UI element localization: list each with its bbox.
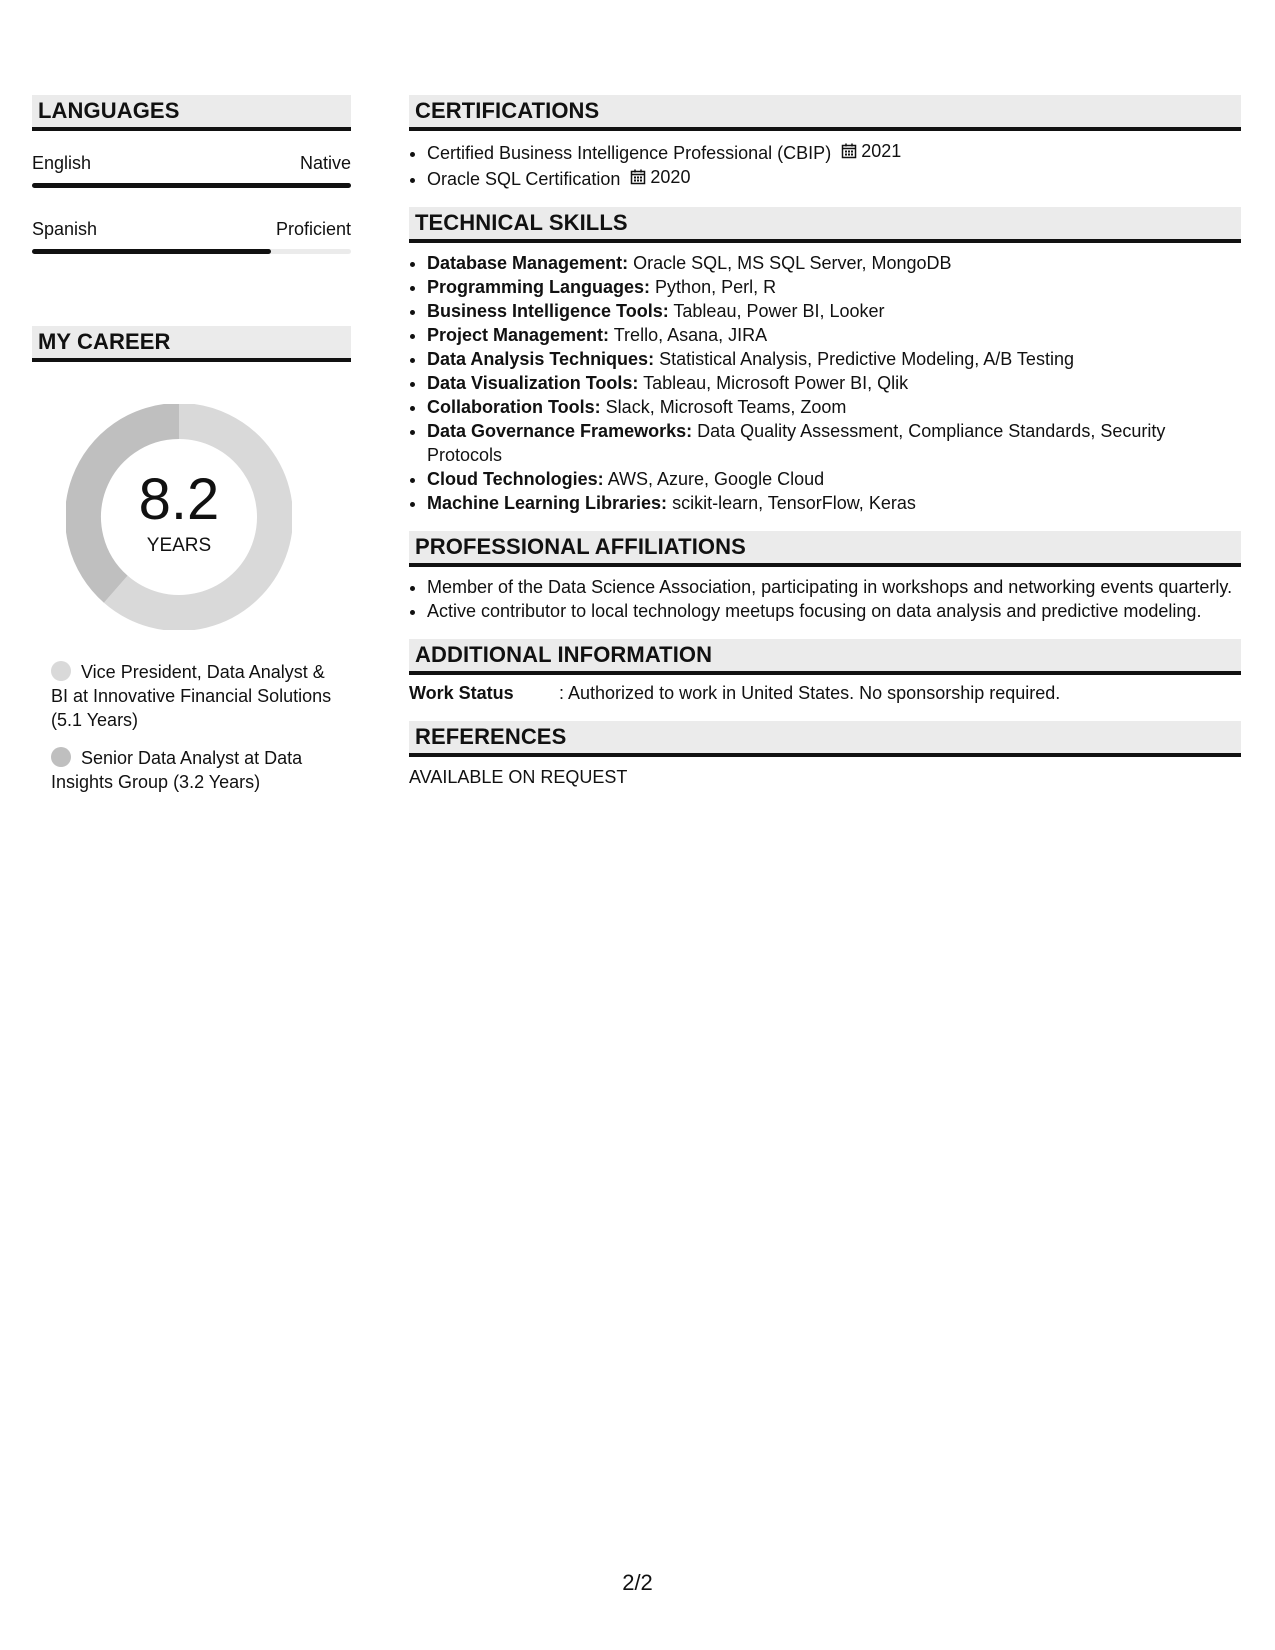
affiliations-list [409, 575, 1241, 623]
skill-value: Data Quality Assessment, Compliance Standards, Security Protocols [427, 421, 1166, 465]
skill-label: Data Governance Frameworks: [427, 421, 693, 441]
skill-label: Data Analysis Techniques: [427, 349, 655, 369]
language-level: Native [299, 153, 351, 173]
affiliations-header: PROFESSIONAL AFFILIATIONS [409, 531, 1241, 567]
language-name: Spanish [32, 219, 98, 239]
language-item-english [32, 153, 351, 188]
skill-value: Trello, Asana, JIRA [613, 325, 768, 345]
references-text: AVAILABLE ON REQUEST [409, 767, 628, 787]
references-header: REFERENCES [409, 721, 1241, 757]
certifications-header: CERTIFICATIONS [409, 95, 1241, 131]
career-legend-label: Senior Data Analyst at Data Insights Group (3.2 Years) [51, 748, 303, 792]
career-legend-item [51, 660, 343, 732]
work-status-value: : Authorized to work in United States. No sponsorship required. [559, 683, 1061, 703]
affiliation-item: • Active contributor to local technology meetups focusing on data analysis and predictive modeling. [427, 599, 1241, 623]
career-total-value: 8.2 [138, 467, 220, 532]
right-column [409, 95, 1241, 789]
career-header: MY CAREER [32, 326, 351, 362]
career-total-unit: YEARS [146, 535, 212, 556]
language-proficiency-bar [32, 249, 351, 254]
technical-skills-header: TECHNICAL SKILLS [409, 207, 1241, 243]
skill-value: Tableau, Microsoft Power BI, Qlik [643, 373, 909, 393]
additional-info-header: ADDITIONAL INFORMATION [409, 639, 1241, 675]
career-legend-label: Vice President, Data Analyst & BI at Innovative Financial Solutions (5.1 Years) [51, 662, 332, 730]
skill-value: Oracle SQL, MS SQL Server, MongoDB [633, 253, 952, 273]
calendar-icon [630, 169, 646, 185]
languages-header: LANGUAGES [32, 95, 351, 131]
language-name: English [32, 153, 92, 173]
skill-item [427, 491, 1241, 515]
certification-item [427, 139, 1241, 165]
skill-label: Machine Learning Libraries: [427, 493, 668, 513]
skill-label: Cloud Technologies: [427, 469, 604, 489]
certification-year: 2020 [650, 167, 691, 187]
skill-label: Collaboration Tools: [427, 397, 601, 417]
skill-value: Python, Perl, R [655, 277, 777, 297]
skill-item [427, 467, 1241, 491]
skill-item [427, 347, 1241, 371]
skill-value: scikit-learn, TensorFlow, Keras [672, 493, 916, 513]
skill-item [427, 419, 1241, 467]
career-legend [32, 660, 343, 794]
work-status-row [409, 681, 1241, 705]
calendar-icon [841, 143, 857, 159]
certification-year: 2021 [861, 141, 902, 161]
skill-value: Tableau, Power BI, Looker [673, 301, 885, 321]
skill-item [427, 371, 1241, 395]
language-item-spanish [32, 219, 351, 254]
language-proficiency-fill [32, 249, 271, 254]
certification-item [427, 165, 1241, 191]
certification-name: Certified Business Intelligence Professional (CBIP) [427, 143, 832, 163]
certification-name: Oracle SQL Certification [427, 169, 621, 189]
skill-value: Slack, Microsoft Teams, Zoom [605, 397, 847, 417]
skill-item [427, 395, 1241, 419]
technical-skills-list [409, 251, 1241, 515]
language-proficiency-bar [32, 183, 351, 188]
page-number: 2/2 [622, 1570, 653, 1595]
affiliation-item: • Member of the Data Science Association, participating in workshops and networking events quarterly. [427, 575, 1241, 599]
skill-label: Data Visualization Tools: [427, 373, 639, 393]
skill-item [427, 251, 1241, 275]
skill-value: AWS, Azure, Google Cloud [607, 469, 825, 489]
certifications-list [409, 139, 1241, 191]
skill-label: Database Management: [427, 253, 629, 273]
legend-dot-icon [51, 747, 71, 767]
skill-label: Programming Languages: [427, 277, 651, 297]
language-level: Proficient [275, 219, 351, 239]
left-column [32, 95, 351, 808]
language-proficiency-fill [32, 183, 351, 188]
legend-dot-icon [51, 661, 71, 681]
skill-label: Business Intelligence Tools: [427, 301, 669, 321]
skill-value: Statistical Analysis, Predictive Modeling, A/B Testing [659, 349, 1074, 369]
skill-item [427, 323, 1241, 347]
skill-item [427, 299, 1241, 323]
career-legend-item [51, 746, 343, 794]
skill-item [427, 275, 1241, 299]
work-status-label: Work Status [409, 683, 514, 703]
skill-label: Project Management: [427, 325, 610, 345]
career-donut-chart [66, 404, 292, 630]
